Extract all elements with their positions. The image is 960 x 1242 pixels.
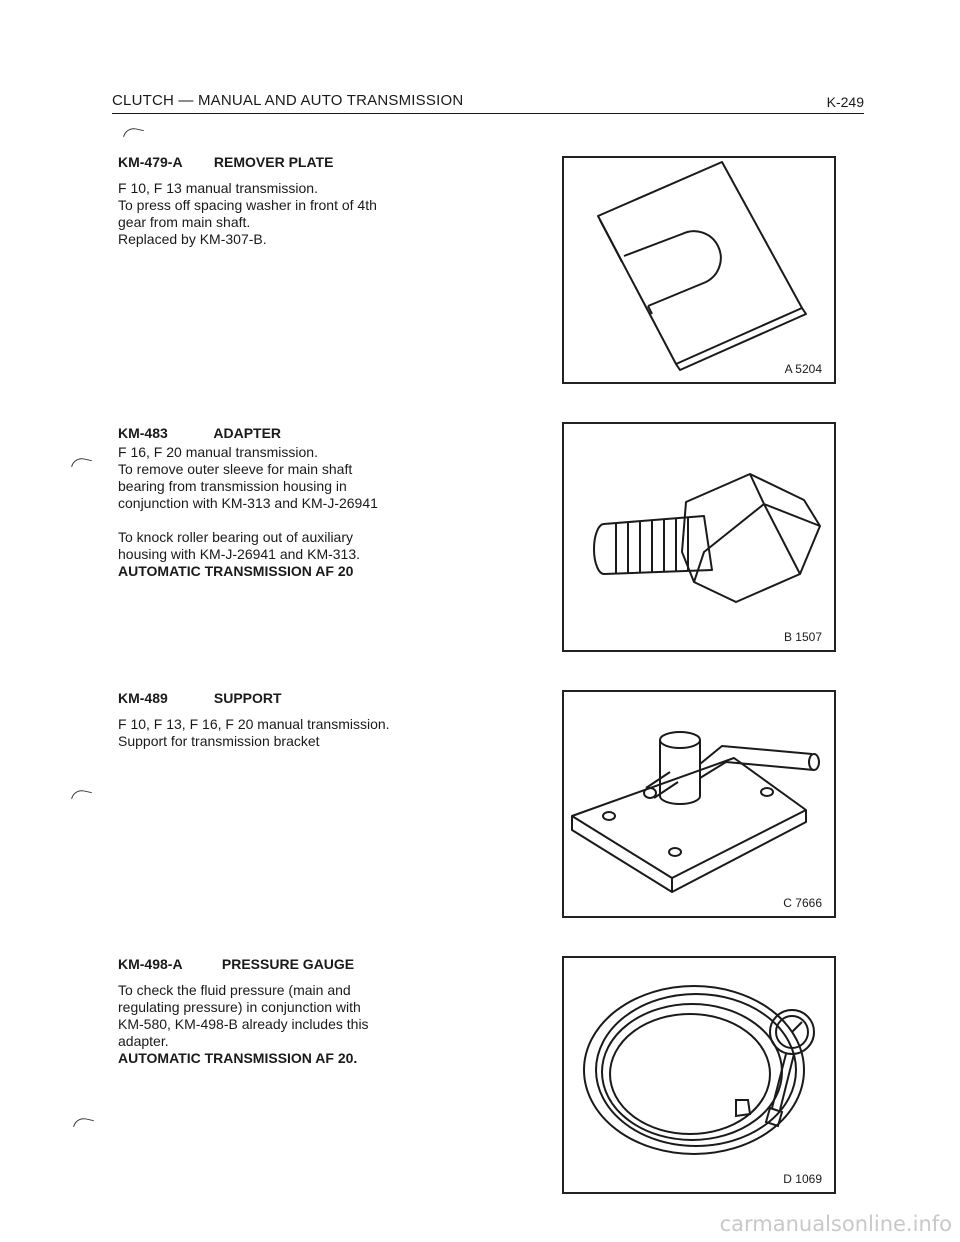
description-line: To knock roller bearing out of auxiliary <box>118 529 354 545</box>
tool-entry-km-489 <box>118 690 478 750</box>
description-line: F 16, F 20 manual transmission. <box>118 444 318 460</box>
description-line: F 10, F 13, F 16, F 20 manual transmission. <box>118 716 390 732</box>
tool-code: KM-498-A <box>118 956 183 972</box>
tool-name: SUPPORT <box>213 690 282 706</box>
margin-mark <box>71 788 92 803</box>
pressure-gauge-illustration <box>564 958 834 1192</box>
header-rule <box>112 113 864 114</box>
description-line: gear from main shaft. <box>118 214 251 230</box>
figure-reference: D 1069 <box>783 1172 822 1186</box>
margin-mark <box>73 1116 94 1131</box>
figure-reference: C 7666 <box>783 896 822 910</box>
description-line: Support for transmission bracket <box>118 733 320 749</box>
description-line: regulating pressure) in conjunction with <box>118 999 361 1015</box>
page-number: K-249 <box>826 94 864 110</box>
support-illustration <box>564 692 834 916</box>
description-line: bearing from transmission housing in <box>118 478 347 494</box>
tool-code: KM-483 <box>118 425 168 441</box>
description-line: Replaced by KM-307-B. <box>118 231 267 247</box>
margin-mark <box>123 126 144 141</box>
page-header <box>112 92 864 116</box>
description-line: KM-580, KM-498-B already includes this <box>118 1016 369 1032</box>
tool-code: KM-479-A <box>118 154 183 170</box>
figure-adapter <box>562 422 836 652</box>
watermark: carmanualsonline.info <box>719 1212 952 1236</box>
transmission-note: AUTOMATIC TRANSMISSION AF 20 <box>118 563 354 579</box>
description-line: F 10, F 13 manual transmission. <box>118 180 318 196</box>
remover-plate-illustration <box>564 158 834 382</box>
figure-pressure-gauge <box>562 956 836 1194</box>
tool-heading <box>118 690 478 707</box>
figure-support <box>562 690 836 918</box>
tool-heading <box>118 154 478 171</box>
tool-name: PRESSURE GAUGE <box>221 956 355 972</box>
figure-reference: B 1507 <box>783 630 822 644</box>
tool-heading <box>118 425 478 442</box>
transmission-note: AUTOMATIC TRANSMISSION AF 20. <box>118 1050 358 1066</box>
figure-reference: A 5204 <box>784 362 822 376</box>
tool-entry-km-483 <box>118 425 478 580</box>
description-line: housing with KM-J-26941 and KM-313. <box>118 546 361 562</box>
adapter-illustration <box>564 424 834 650</box>
description-line: To press off spacing washer in front of 4th <box>118 197 377 213</box>
description-line: conjunction with KM-313 and KM-J-26941 <box>118 495 378 511</box>
description-line: adapter. <box>118 1033 169 1049</box>
margin-mark <box>71 456 92 471</box>
tool-entry-km-498-a <box>118 956 478 1067</box>
tool-heading <box>118 956 478 973</box>
description-line: To remove outer sleeve for main shaft <box>118 461 353 477</box>
tool-name: ADAPTER <box>213 425 282 441</box>
tool-code: KM-489 <box>118 690 168 706</box>
tool-name: REMOVER PLATE <box>213 154 334 170</box>
description-line: To check the fluid pressure (main and <box>118 982 351 998</box>
figure-remover-plate <box>562 156 836 384</box>
section-title: CLUTCH — MANUAL AND AUTO TRANSMISSION <box>112 92 464 109</box>
tool-entry-km-479-a <box>118 154 478 248</box>
